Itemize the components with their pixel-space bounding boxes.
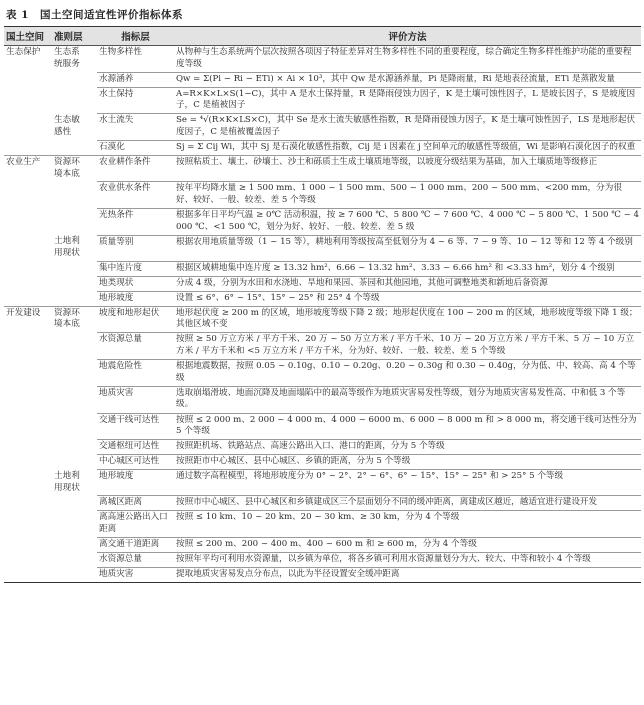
table-row [4,568,641,583]
table-row [4,182,641,209]
cell-indicator: 质量等别 [97,235,174,261]
table-row [4,413,641,440]
cell-indicator: 地形坡度 [97,291,174,306]
cell-indicator: 离交通干道距离 [97,537,174,552]
cell-indicator: 交通枢纽可达性 [97,440,174,455]
cell-criterion: 土地利 用现状 [54,470,80,493]
cell-indicator: 地震危险性 [97,360,174,387]
table-row [4,276,641,291]
table-header-row [4,27,641,46]
table-row [4,87,641,114]
cell-indicator: 生物多样性 [99,47,142,57]
cell-method: 按照粘质土、壤土、砂壤土、沙土和砾质土生成土壤质地等级，以坡度分级结果为基础，加入土壤质地等级修正 [174,156,641,182]
table-row [4,141,641,156]
table-row [4,261,641,276]
cell-indicator: 水源涵养 [97,72,174,87]
cell-goal [4,141,52,156]
cell-method: 根据地震数据，按照 0.05 ~ 0.10g、0.10 ~ 0.20g、0.20 ~ 0.30g 和 0.30 ~ 0.40g，分为低、中、较高、高 4 个等级 [174,360,641,387]
cell-indicator: 地类现状 [97,276,174,291]
cell-indicator: 水资源总量 [97,333,174,360]
cell-goal [4,496,52,511]
cell-goal [4,87,52,114]
cell-indicator: 水资源总量 [97,552,174,567]
cell-goal [4,537,52,552]
table-row [4,72,641,87]
cell-method: 按照 ≤ 2 000 m、2 000 ~ 4 000 m、4 000 ~ 6000 m、6 000 ~ 8 000 m 和 > 8 000 m，将交通干线可达性分为 5 个等级 [174,413,641,440]
cell-method: 分成 4 级，分别为水田和水浇地、旱地和果园、茶园和其他园地，其他可调整地类和新地后备资源 [174,276,641,291]
cell-criterion [52,141,97,156]
cell-indicator: 离高速公路出入口距离 [97,511,174,538]
table-row [4,537,641,552]
cell-method: 按照年平均可利用水资源量，以乡镇为单位，将各乡镇可利用水资源量划分为大、较大、中等和较小 4 个等级 [174,552,641,567]
cell-criterion [52,537,97,552]
cell-method: 按照距机场、铁路站点、高速公路出入口、港口的距离，分为 5 个等级 [174,440,641,455]
cell-criterion [52,386,97,413]
cell-goal [4,291,52,306]
cell-method: A=R×K×L×S(1−C)，其中 A 是水土保持量，R 是降雨侵蚀力因子，K 是土壤可蚀性因子，L 是坡长因子，S 是坡度因子，C 是植被因子 [174,87,641,114]
table-row [4,333,641,360]
cell-method: 按照 ≤ 200 m、200 ~ 400 m、400 ~ 600 m 和 ≥ 600 m，分为 4 个等级 [174,537,641,552]
cell-criterion [52,333,97,360]
cell-indicator: 集中连片度 [97,261,174,276]
cell-goal [4,552,52,567]
cell-method: 从物种与生态系统两个层次按照各项因子特征差异对生物多样性不同的重要程度，综合确定生物多样性维护功能的重要程度等级 [176,47,632,69]
cell-criterion: 土地利 用现状 [54,236,80,258]
cell-goal [4,333,52,360]
table-row [4,470,641,496]
cell-goal [4,360,52,387]
cell-goal [4,182,52,209]
table-row [4,386,641,413]
cell-goal [4,440,52,455]
cell-criterion [52,440,97,455]
header-criterion: 准则层 [52,27,97,46]
table-row [4,440,641,455]
cell-indicator: 地质灾害 [97,568,174,583]
cell-criterion [52,276,97,291]
cell-method: 按照市中心城区、县中心城区和乡镇建成区三个层面划分不同的缓冲距离，离建成区越近，越适宜进行建设开发 [174,496,641,511]
table-row [4,291,641,306]
cell-method: Se = ⁴√(R×K×LS×C)，其中 Se 是水土流失敏感性指数，R 是降雨侵蚀力因子，K 是土壤可蚀性因子，LS 是地形起伏度因子，C 是植被覆盖因子 [174,114,641,141]
cell-criterion: 生态敏 感性 [54,114,80,137]
cell-goal [4,455,52,470]
cell-method: 根据区域耕地集中连片度 ≥ 13.32 hm²、6.66 ~ 13.32 hm²、3.33 ~ 6.66 hm² 和 <3.33 hm²，划分 4 个级别 [174,261,641,276]
cell-method: 根据农用地质量等级（1 ~ 15 等），耕地利用等级按高至低划分为 4 ~ 6 等、7 ~ 9 等、10 ~ 12 等和 12 等 4 个级别 [174,235,641,261]
cell-criterion [52,511,97,538]
table-row [4,156,641,182]
cell-criterion [52,209,97,236]
table-row [4,235,641,261]
cell-indicator: 水土流失 [97,114,174,141]
table-row [4,114,641,141]
cell-criterion [52,360,97,387]
cell-goal: 开发建设 [4,306,52,333]
evaluation-index-table [4,26,641,583]
cell-criterion [52,261,97,276]
cell-indicator: 农业耕作条件 [97,156,174,182]
cell-criterion [52,413,97,440]
cell-criterion: 资源环 境本底 [52,306,97,333]
header-indicator: 指标层 [97,27,174,46]
cell-criterion [52,568,97,583]
cell-indicator: 水土保持 [97,87,174,114]
cell-criterion [52,552,97,567]
header-goal: 国土空间 [4,27,52,46]
cell-goal: 农业生产 [4,156,52,182]
cell-criterion [52,182,97,209]
cell-goal [4,209,52,236]
table-row [4,511,641,538]
cell-criterion: 生态系 统服务 [54,47,80,69]
cell-criterion [52,496,97,511]
cell-method: 选取崩塌滑坡、地面沉降及地面塌陷中的最高等级作为地质灾害易发性等级，划分为地质灾害易发性高、中和低 3 个等级。 [174,386,641,413]
table-row [4,306,641,333]
table-caption: 表 1 国土空间适宜性评价指标体系 [6,9,183,21]
table-row [4,496,641,511]
cell-criterion [52,87,97,114]
cell-indicator: 地质灾害 [97,386,174,413]
cell-method: 设置 ≤ 6°、6° ~ 15°、15° ~ 25° 和 25° 4 个等级 [174,291,641,306]
header-method: 评价方法 [174,27,641,46]
table-row [4,360,641,387]
cell-method: 按年平均降水量 ≥ 1 500 mm、1 000 ~ 1 500 mm、500 ~ 1 000 mm、200 ~ 500 mm、<200 mm，分为很好、较好、一般、较差、差 5 个等级 [174,182,641,209]
cell-goal [4,470,52,496]
cell-indicator: 交通干线可达性 [97,413,174,440]
cell-goal [4,114,52,141]
cell-method: 根据多年日平均气温 ≥ 0℃ 活动积温，按 ≥ 7 600 ℃、5 800 ℃ ~ 7 600 ℃、4 000 ℃ ~ 5 800 ℃、1 500 ℃ ~ 4 000 ℃、<1 500 ℃，划分为好、较好、一般、较差、差 5 级 [174,209,641,236]
cell-method: 提取地质灾害易发点分布点，以此为半径设置安全缓冲距离 [174,568,641,583]
cell-goal [4,235,52,261]
table-row [4,209,641,236]
cell-criterion [52,291,97,306]
cell-method: 通过数字高程模型，将地形坡度分为 0° ~ 2°、2° ~ 6°、6° ~ 15°、15° ~ 25° 和 > 25° 5 个等级 [174,470,641,496]
table-body [4,46,641,583]
cell-indicator: 坡度和地形起伏 [97,306,174,333]
cell-goal [4,568,52,583]
cell-criterion [52,72,97,87]
cell-method: Qw = Σ(Pi − Ri − ETi) × Ai × 10³，其中 Qw 是水源涵养量，Pi 是降雨量，Ri 是地表径流量，ETi 是蒸散发量 [174,72,641,87]
cell-indicator: 地形坡度 [97,470,174,496]
cell-criterion [52,455,97,470]
table-row [4,455,641,470]
cell-indicator: 光热条件 [97,209,174,236]
cell-goal: 生态保护 [6,47,41,57]
cell-indicator: 石漠化 [97,141,174,156]
cell-goal [4,413,52,440]
cell-indicator: 中心城区可达性 [97,455,174,470]
cell-method: 按照 ≤ 10 km、10 ~ 20 km、20 ~ 30 km、≥ 30 km，分为 4 个等级 [174,511,641,538]
cell-method: Sj = Σ Cij Wi，其中 Sj 是石漠化敏感性指数，Cij 是 i 因素在 j 空间单元的敏感性等级值，Wi 是影响石漠化因子的权重 [174,141,641,156]
cell-method: 地形起伏度 ≥ 200 m 的区域，地形坡度等级下降 2 级；地形起伏度在 100 ~ 200 m 的区域，地形坡度等级下降 1 级；其他区域不变 [174,306,641,333]
cell-indicator: 农业供水条件 [97,182,174,209]
cell-goal [4,511,52,538]
cell-indicator: 离城区距离 [97,496,174,511]
cell-goal [4,386,52,413]
cell-criterion: 资源环 境本底 [52,156,97,182]
table-row [4,552,641,567]
cell-goal [4,261,52,276]
cell-goal [4,276,52,291]
cell-method: 按照 ≥ 50 万立方米 / 平方千米、20 万 ~ 50 万立方米 / 平方千米、10 万 ~ 20 万立方米 / 平方千米、5 万 ~ 10 万立方米 / 平方千米和 <5 万立方米 / 平方千米，分为好、较好、一般、较差、差 5 个等级 [174,333,641,360]
table-row [4,46,641,73]
cell-goal [4,72,52,87]
cell-method: 按照距市中心城区、县中心城区、乡镇的距离，分为 5 个等级 [174,455,641,470]
